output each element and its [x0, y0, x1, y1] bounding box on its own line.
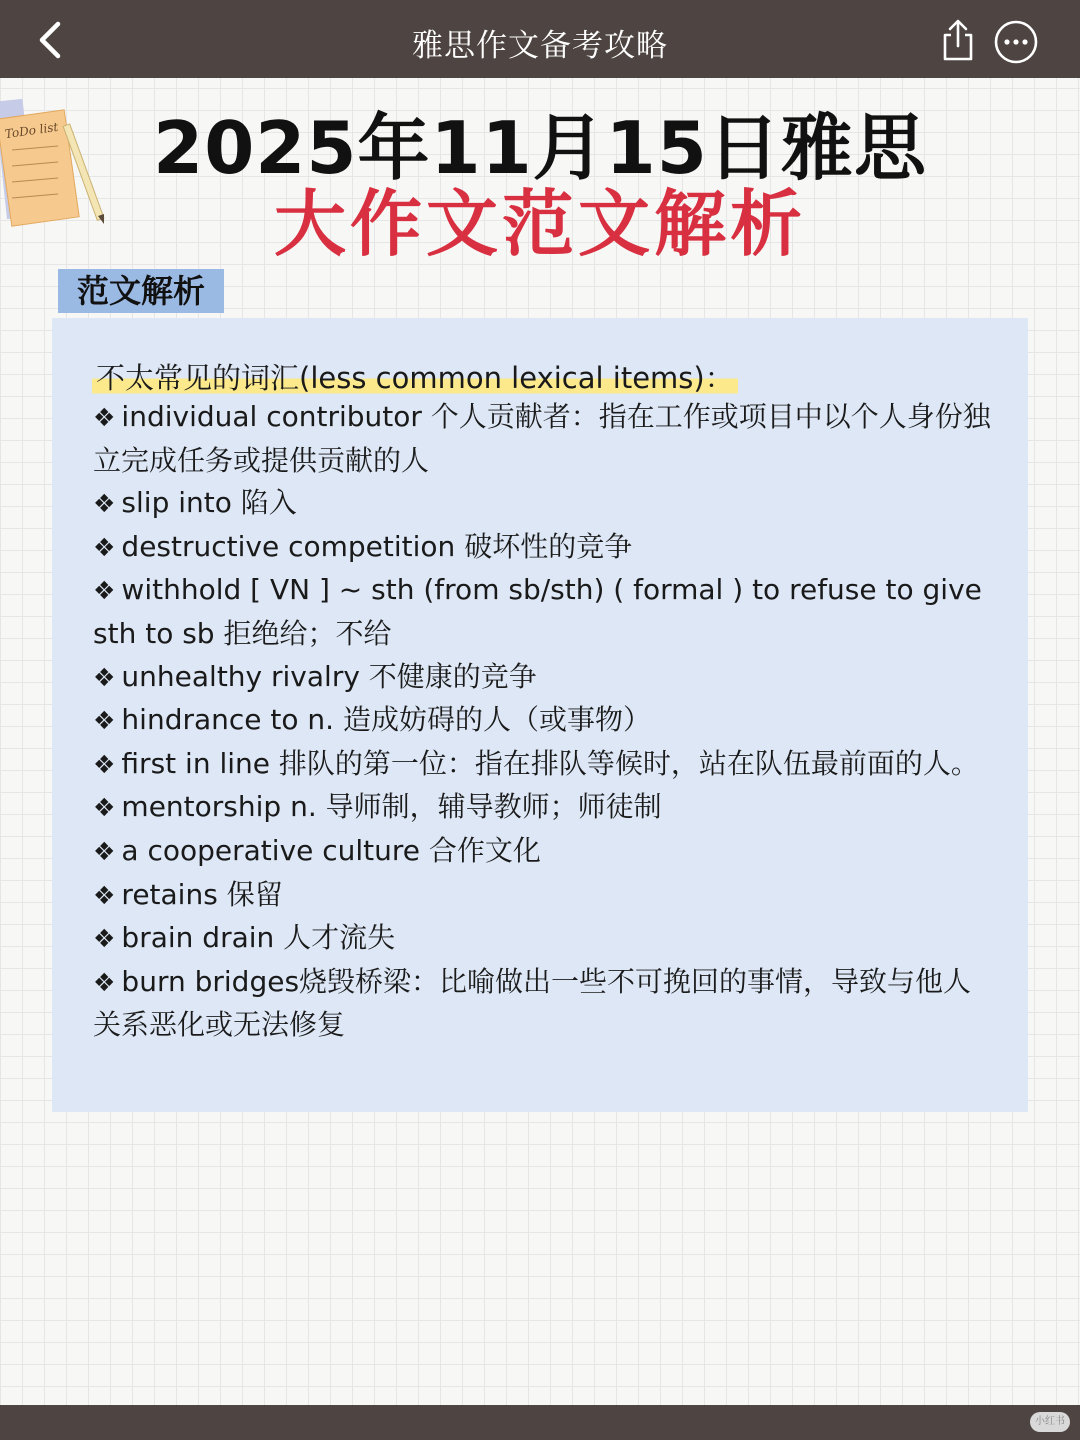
bullet-icon: ❖ [93, 880, 116, 910]
bullet-icon: ❖ [93, 749, 116, 779]
more-options-button[interactable] [993, 19, 1039, 65]
item-text: destructive competition 破坏性的竞争 [121, 529, 633, 563]
bullet-icon: ❖ [93, 967, 116, 997]
more-icon [993, 19, 1039, 65]
item-text: slip into 陷入 [121, 486, 297, 520]
bottom-bar [0, 1405, 1080, 1440]
list-item [93, 874, 998, 918]
list-item [93, 656, 998, 700]
top-nav-bar [0, 0, 1080, 78]
list-item [93, 526, 998, 570]
list-item [93, 396, 998, 482]
list-item [93, 482, 998, 526]
bullet-icon: ❖ [93, 532, 116, 562]
bullet-icon: ❖ [93, 836, 116, 866]
item-text: withhold [ VN ] ~ sth (from sb/sth) ( formal ) to refuse to give sth to sb 拒绝给；不给 [93, 573, 982, 650]
bullet-icon: ❖ [93, 576, 116, 606]
list-item [93, 830, 998, 874]
list-item [93, 786, 998, 830]
list-item [93, 961, 998, 1047]
bullet-icon: ❖ [93, 793, 116, 823]
item-text: individual contributor 个人贡献者：指在工作或项目中以个人身份独立完成任务或提供贡献的人 [93, 400, 991, 477]
item-text: brain drain 人才流失 [121, 921, 396, 955]
item-text: first in line 排队的第一位：指在排队等候时，站在队伍最前面的人。 [121, 746, 979, 780]
bullet-icon: ❖ [93, 662, 116, 692]
todo-note-text: ToDo list [4, 119, 60, 142]
list-item [93, 917, 998, 961]
item-text: mentorship n. 导师制，辅导教师；师徒制 [121, 790, 662, 824]
vocab-list [93, 396, 998, 1047]
vocab-card [52, 318, 1028, 1112]
share-button[interactable] [936, 18, 980, 62]
item-text: unhealthy rivalry 不健康的竞争 [121, 659, 537, 693]
item-text: hindrance to n. 造成妨碍的人（或事物） [121, 703, 651, 737]
item-text: a cooperative culture 合作文化 [121, 833, 541, 867]
item-text: burn bridges烧毁桥梁：比喻做出一些不可挽回的事情，导致与他人关系恶化或无法修复 [93, 964, 972, 1042]
bullet-icon: ❖ [93, 403, 116, 432]
headline-date: 2025年11月15日雅思 [153, 106, 927, 190]
bullet-icon: ❖ [93, 924, 116, 954]
list-item [93, 743, 998, 787]
headline-subtitle: 大作文范文解析 [273, 182, 806, 266]
share-icon [936, 18, 980, 62]
nav-title: 雅思作文备考攻略 [412, 28, 668, 64]
bullet-icon: ❖ [93, 706, 116, 736]
card-heading: 不太常见的词汇(less common lexical items)： [92, 356, 738, 397]
list-item [93, 699, 998, 743]
list-item [93, 569, 998, 655]
section-tag: 范文解析 [58, 269, 224, 313]
watermark-badge: 小红书 [1030, 1412, 1070, 1432]
item-text: retains 保留 [121, 877, 283, 911]
bullet-icon: ❖ [93, 489, 116, 519]
